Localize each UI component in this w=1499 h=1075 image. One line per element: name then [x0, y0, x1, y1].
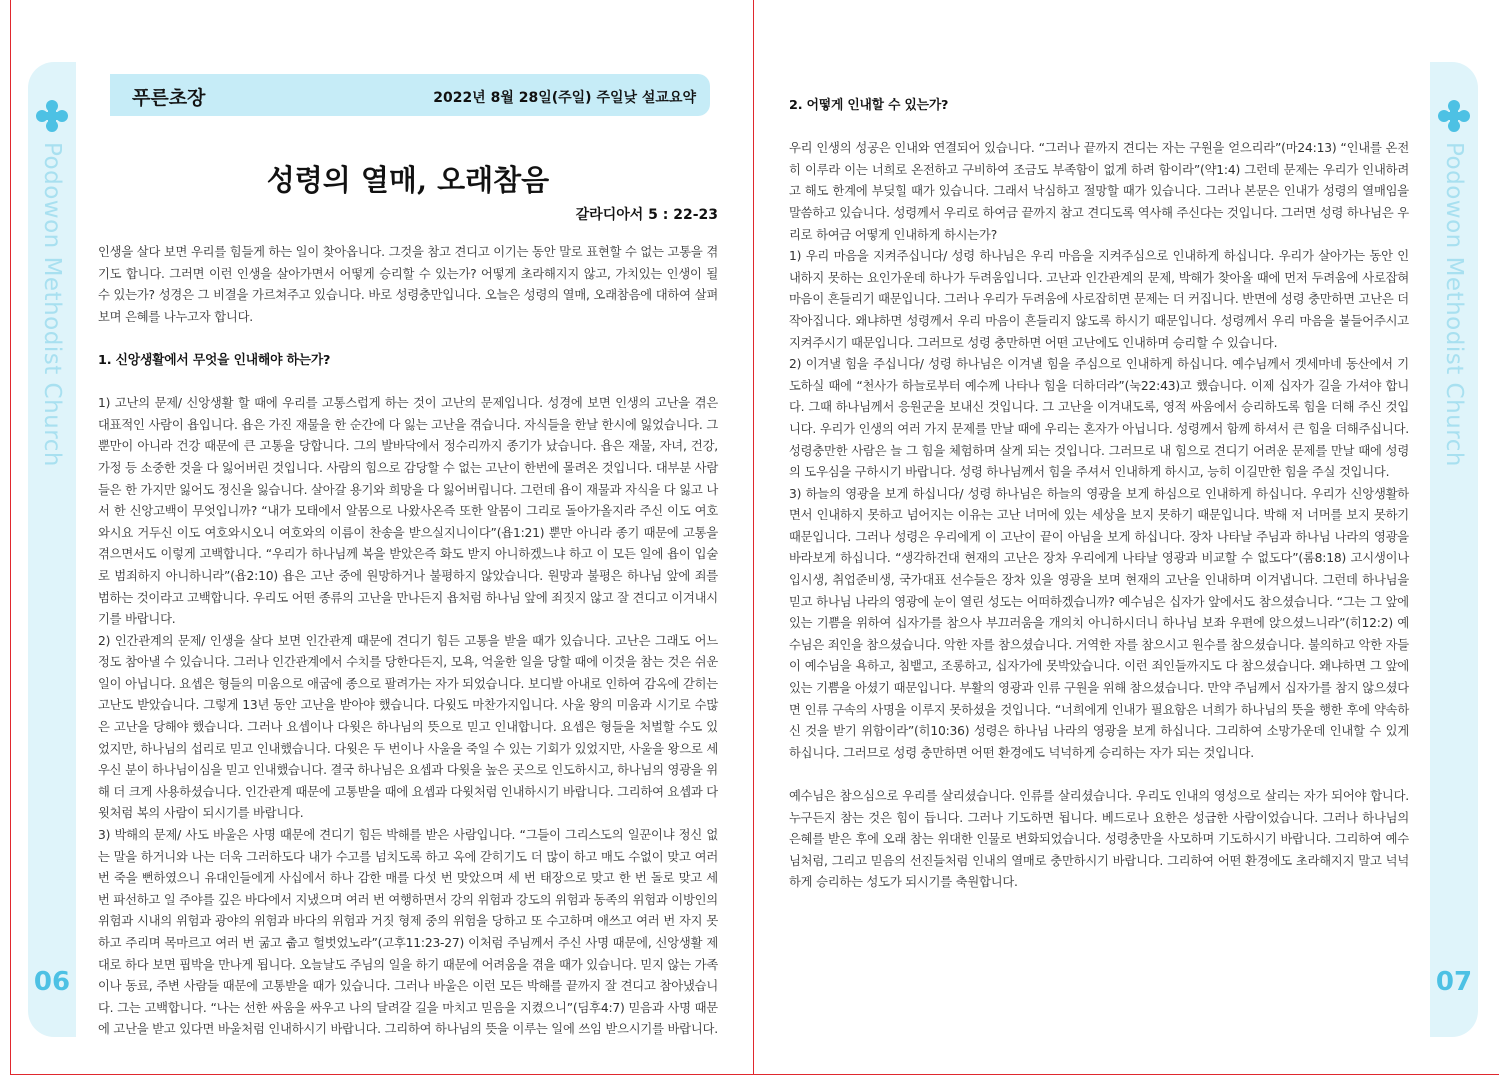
cross-icon: [36, 100, 68, 132]
body-paragraph: 1) 고난의 문제/ 신앙생활 할 때에 우리를 고통스럽게 하는 것이 고난의 문제입니다. 성경에 보면 인생의 고난을 겪은 대표적인 사람이 욥입니다. 욥은 가진 재물을 한 순간에 다 잃는 고난을 겪습니다. 자식들을 한날 한시에 잃었습니다. 그뿐만이 아니라 건강 때문에 큰 고통을 당합니다. 그의 발바닥에서 정수리까지 종기가 났습니다. 욥은 재물, 자녀, 건강, 가정 등 소중한 것을 다 잃어버린 것입니다. 사람의 힘으로 감당할 수 없는 고난이 한번에 몰려온 것입니다. 대부분 사람들은 한 가지만 잃어도 정신을 잃습니다. 살아갈 용기와 희망을 다 잃어버립니다. 그런데 욥이 재물과 자식을 다 잃고 나서 한 신앙고백이 무엇입니까? “내가 모태에서 알몸으로 나왔사온즉 또한 알몸이 그리로 돌아가올지라 주신 이도 여호와시요 거두신 이도 여호와시오니 여호와의 이름이 찬송을 받으실지니이다”(욥1:21) 뿐만 아니라 종기 때문에 고통을 겪으면서도 이렇게 고백합니다. “우리가 하나님께 복을 받았은즉 화도 받지 아니하겠느냐 하고 이 모든 일에 욥이 입술로 범죄하지 아니하니라”(욥2:10) 욥은 고난 중에 원망하거나 불평하지 않았습니다. 원망과 불평은 하나님 앞에 죄를 범하는 것이라고 고백합니다. 우리도 어떤 종류의 고난을 만나든지 욥처럼 하나님 앞에 죄짓지 않고 잘 견디고 이겨내시기를 바랍니다.: [98, 396, 718, 627]
cross-icon: [1438, 100, 1470, 132]
page-number: 06: [33, 967, 71, 997]
page-number: 07: [1435, 967, 1473, 997]
bulletin-name: 푸른초장: [132, 87, 206, 109]
church-name-vertical: Podowon Methodist Church: [39, 142, 65, 467]
conclusion-paragraph: 예수님은 참으심으로 우리를 살리셨습니다. 인류를 살리셨습니다. 우리도 인내의 영성으로 살리는 자가 되어야 합니다. 누구든지 참는 것은 힘이 듭니다. 그러나 기도하면 됩니다. 베드로나 요한은 성급한 사람이었습니다. 그러나 하나님의 은혜를 받은 후에 오래 참는 위대한 인물로 변화되었습니다. 성령충만을 사모하며 기도하시기 바랍니다. 그리하여 예수님처럼, 그리고 믿음의 선진들처럼 인내의 열매로 충만하시기 바랍니다. 그리하여 어떤 환경에도 초라해지지 말고 넉넉하게 승리하는 성도가 되시기를 축원합니다.: [789, 789, 1409, 890]
body-paragraph: 2) 인간관계의 문제/ 인생을 살다 보면 인간관계 때문에 견디기 힘든 고통을 받을 때가 있습니다. 고난은 그래도 어느 정도 참아낼 수 있습니다. 그러나 인간관계에서 수치를 당한다든지, 모욕, 억울한 일을 당할 때에 이것을 참는 것은 쉬운 일이 아닙니다. 요셉은 형들의 미움으로 애굽에 종으로 팔려가는 자가 되었습니다. 보디발 아내로 인하여 감옥에 갇히는 고난도 받았습니다. 그렇게 13년 동안 고난을 받아야 했습니다. 다윗도 마찬가지입니다. 사울 왕의 미움과 시기로 수많은 고난을 당해야 했습니다. 그러나 요셉이나 다윗은 하나님의 뜻으로 믿고 인내합니다. 요셉은 형들을 처벌할 수도 있었지만, 하나님의 섭리로 믿고 인내했습니다. 다윗은 두 번이나 사울을 죽일 수 있는 기회가 있었지만, 사울을 왕으로 세우신 분이 하나님이심을 믿고 인내했습니다. 결국 하나님은 요셉과 다윗을 높은 곳으로 인도하시고, 하나님의 영광을 위해 더 크게 사용하셨습니다. 인간관계 때문에 고통받을 때에 요셉과 다윗처럼 인내하시기 바랍니다. 그리하여 요셉과 다윗처럼 복의 사람이 되시기를 바랍니다.: [98, 633, 718, 821]
left-page-body: [98, 242, 718, 1041]
church-name-vertical: Podowon Methodist Church: [1441, 142, 1467, 467]
body-paragraph: 3) 박해의 문제/ 사도 바울은 사명 때문에 견디기 힘든 박해를 받은 사람입니다. “그들이 그리스도의 일꾼이냐 정신 없는 말을 하거니와 나는 더욱 그러하도다 내가 수고를 넘치도록 하고 옥에 갇히기도 더 많이 하고 매도 수없이 맞고 여러 번 죽을 뻔하였으니 유대인들에게 사십에서 하나 감한 매를 다섯 번 맞았으며 세 번 태장으로 맞고 한 번 돌로 맞고 세 번 파선하고 일 주야를 깊은 바다에서 지냈으며 여러 번 여행하면서 강의 위험과 강도의 위험과 동족의 위험과 이방인의 위험과 시내의 위험과 광야의 위험과 바다의 위험과 거짓 형제 중의 위험을 당하고 또 수고하며 애쓰고 여러 번 자지 못하고 주리며 목마르고 여러 번 굶고 춥고 헐벗었노라”(고후11:23-27) 이처럼 주님께서 주신 사명 때문에, 신앙생활 제대로 하다 보면 핍박을 만나게 됩니다. 오늘날도 주님의 일을 하기 때문에 어려움을 겪을 때가 있습니다. 믿지 않는 가족이나 동료, 주변 사람들 때문에 고통받을 때가 있습니다. 그러나 바울은 이런 모든 박해를 끝까지 잘 견디고 참아냈습니다. 그는 고백합니다. “나는 선한 싸움을 싸우고 나의 달려갈 길을 마치고 믿음을 지켰으니”(딤후4:7) 믿음과 사명 때문에 고난을 받고 있다면 바울처럼 인내하시기 바랍니다. 그리하여 하나님의 뜻을 이루는 일에 쓰임 받으시기를 바랍니다.: [98, 828, 718, 1037]
center-fold: [753, 0, 754, 1075]
section-heading: 1. 신앙생활에서 무엇을 인내해야 하는가?: [98, 352, 331, 368]
section-heading: 2. 어떻게 인내할 수 있는가?: [789, 98, 949, 113]
body-paragraph: 1) 우리 마음을 지켜주십니다/ 성령 하나님은 우리 마음을 지켜주심으로 인내하게 하십니다. 우리가 살아가는 동안 인내하지 못하는 요인가운데 하나가 두려움입니다. 고난과 인간관계의 문제, 박해가 찾아올 때에 먼저 두려움에 사로잡혀 마음이 흔들리기 때문입니다. 그러나 우리가 두려움에 사로잡히면 문제는 더 커집니다. 반면에 성령 충만하면 고난은 더 작아집니다. 왜냐하면 성령께서 우리 마음이 흔들리지 않도록 하시기 때문입니다. 성령께서 우리 마음을 붙들어주시고 지켜주시기 때문입니다. 그러므로 성령 충만하면 어떤 고난에도 인내하며 승리할 수 있습니다.: [789, 249, 1409, 350]
intro-paragraph: 인생을 살다 보면 우리를 힘들게 하는 일이 찾아옵니다. 그것을 참고 견디고 이기는 동안 말로 표현할 수 없는 고통을 겪기도 합니다. 그러면 이런 인생을 살아가면서 어떻게 승리할 수 있는가? 어떻게 초라해지지 않고, 가치있는 인생이 될 수 있는가? 성경은 그 비결을 가르쳐주고 있습니다. 바로 성령충만입니다. 오늘은 성령의 열매, 오래참음에 대하여 살펴보며 은혜를 나누고자 합니다.: [98, 245, 718, 324]
scripture-reference: 갈라디아서 5 : 22-23: [575, 207, 718, 223]
body-paragraph: 우리 인생의 성공은 인내와 연결되어 있습니다. “그러나 끝까지 견디는 자는 구원을 얻으리라”(마24:13) “인내를 온전히 이루라 이는 너희로 온전하고 구비하여 조금도 부족함이 없게 하려 함이라”(약1:4) 그런데 문제는 우리가 인내하려고 해도 한계에 부딪힐 때가 있습니다. 그래서 낙심하고 절망할 때가 있습니다. 그러나 본문은 인내가 성령의 열매임을 말씀하고 있습니다. 성령께서 우리로 하여금 끝까지 참고 견디도록 역사해 주신다는 것입니다. 그러면 성령 하나님은 우리로 하여금 어떻게 인내하게 하시는가?: [789, 141, 1409, 242]
right-side-rail: [1430, 62, 1478, 1037]
bulletin-header: [110, 74, 710, 116]
sermon-title: 성령의 열매, 오래참음: [266, 163, 550, 197]
sermon-date: 2022년 8월 28일(주일) 주일낮 설교요약: [433, 90, 696, 106]
body-paragraph: 2) 이겨낼 힘을 주십니다/ 성령 하나님은 이겨낼 힘을 주심으로 인내하게 하십니다. 예수님께서 겟세마네 동산에서 기도하실 때에 “천사가 하늘로부터 예수께 나타나 힘을 더하더라”(눅22:43)고 했습니다. 이제 십자가 길을 가셔야 합니다. 그때 하나님께서 응원군을 보내신 것입니다. 그 고난을 이겨내도록, 영적 싸움에서 승리하도록 힘을 더해 주신 것입니다. 우리가 인생의 여러 가지 문제를 만날 때에 우리는 혼자가 아닙니다. 성령께서 함께 하셔서 큰 힘을 더해주십니다. 성령충만한 사람은 늘 그 힘을 체험하며 살게 되는 것입니다. 그러므로 내 힘으로 견디기 어려운 문제를 만날 때에 성령의 도우심을 구하시기 바랍니다. 성령 하나님께서 힘을 주셔서 인내하게 하시고, 능히 이길만한 힘을 주실 것입니다.: [789, 357, 1409, 480]
right-page-body: [789, 95, 1409, 894]
body-paragraph: 3) 하늘의 영광을 보게 하십니다/ 성령 하나님은 하늘의 영광을 보게 하심으로 인내하게 하십니다. 우리가 신앙생활하면서 인내하지 못하고 넘어지는 이유는 고난 너머에 있는 세상을 보지 못하기 때문입니다. 박해 저 너머를 보지 못하기 때문입니다. 그러나 성령은 우리에게 이 고난이 끝이 아님을 보게 하십니다. 장차 나타날 주님과 하나님 나라의 영광을 바라보게 하십니다. “생각하건대 현재의 고난은 장차 우리에게 나타날 영광과 비교할 수 없도다”(롬8:18) 고시생이나 입시생, 취업준비생, 국가대표 선수들은 장차 있을 영광을 보며 현재의 고난을 인내하며 이겨냅니다. 그런데 하나님을 믿고 하나님 나라의 영광에 눈이 열린 성도는 어떠하겠습니까? 예수님은 십자가 앞에서도 참으셨습니다. “그는 그 앞에 있는 기쁨을 위하여 십자가를 참으사 부끄러움을 개의치 아니하시더니 하나님 보좌 우편에 앉으셨느니라”(히12:2) 예수님은 죄인을 참으셨습니다. 악한 자를 참으셨습니다. 거역한 자를 참으시고 원수를 참으셨습니다. 불의하고 악한 자들이 예수님을 욕하고, 침뱉고, 조롱하고, 십자가에 못박았습니다. 이런 죄인들까지도 다 참으셨습니다. 왜냐하면 그 앞에 있는 기쁨을 아셨기 때문입니다. 부활의 영광과 인류 구원을 위해 참으셨습니다. 만약 주님께서 십자가를 참지 않으셨다면 인류 구속의 사명을 이루지 못하셨을 것입니다. “너희에게 인내가 필요함은 너희가 하나님의 뜻을 행한 후에 약속하신 것을 받기 위함이라”(히10:36) 성령은 하나님 나라의 영광을 보게 하십니다. 그리하여 소망가운데 인내할 수 있게 하십니다. 그러므로 성령 충만하면 어떤 환경에도 넉넉하게 승리하는 자가 되는 것입니다.: [789, 486, 1409, 760]
left-side-rail: [28, 62, 76, 1037]
